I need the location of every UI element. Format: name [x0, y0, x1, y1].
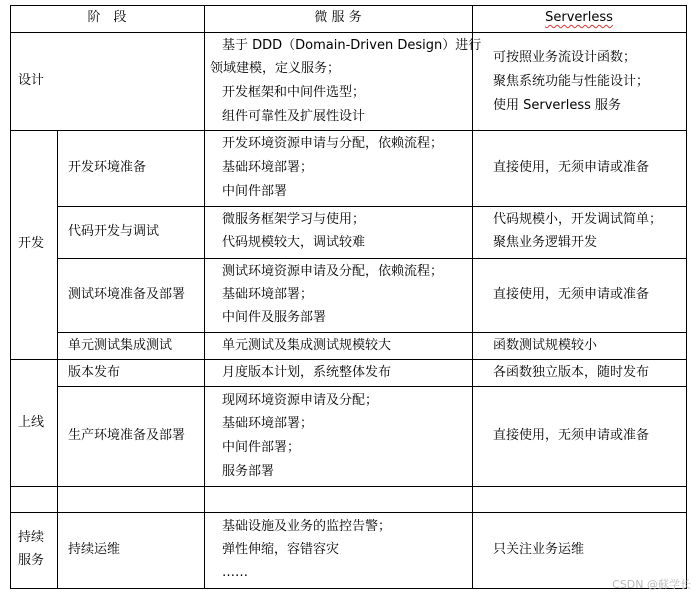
ops-micro-2: 弹性伸缩，容错容灾: [222, 542, 340, 557]
dev-code-micro-2: 代码规模较大，调试较难: [222, 235, 366, 250]
design-serverless-line-2: 聚焦系统功能与性能设计；: [493, 74, 650, 89]
dev-code-micro-1: 微服务框架学习与使用；: [222, 212, 366, 227]
rule-serverless: [472, 5, 473, 589]
header-serverless: [472, 7, 686, 29]
rule-micro: [204, 5, 205, 589]
dev-env-micro-2: 基础环境部署；: [222, 160, 314, 175]
rule-right: [686, 5, 687, 589]
rule-dev-1: [57, 206, 687, 207]
launch-sub-release: 版本发布: [68, 365, 121, 380]
dev-sub-code: 代码开发与调试: [68, 224, 160, 239]
dev-test-micro-1: 测试环境资源申请及分配，依赖流程；: [222, 264, 444, 279]
launch-release-serverless: 各函数独立版本，随时发布: [493, 365, 650, 380]
rule-bottom: [10, 588, 687, 589]
dev-env-serverless: 直接使用，无须申请或准备: [493, 160, 650, 175]
ops-sub: 持续运维: [68, 542, 121, 557]
rule-dev-end: [10, 359, 687, 360]
dev-unit-serverless: 函数测试规模较小: [493, 338, 598, 353]
dev-test-serverless: 直接使用，无须申请或准备: [493, 287, 650, 302]
design-serverless-line-3: 使用 Serverless 服务: [493, 98, 622, 113]
rule-launch-end: [10, 486, 687, 487]
launch-prod-micro-2: 基础环境部署；: [222, 416, 314, 431]
dev-test-micro-3: 中间件及服务部署: [222, 310, 327, 325]
rule-subcol: [57, 130, 58, 589]
rule-design: [10, 130, 687, 131]
ops-micro-1: 基础设施及业务的监控告警；: [222, 519, 392, 534]
dev-code-serverless-2: 聚焦业务逻辑开发: [493, 235, 598, 250]
rule-launch-1: [57, 386, 687, 387]
phase-design: 设计: [18, 73, 45, 88]
design-micro-line-4: 组件可靠性及扩展性设计: [222, 109, 366, 124]
launch-sub-prod-env: 生产环境准备及部署: [68, 428, 186, 443]
rule-left: [10, 5, 11, 589]
dev-env-micro-3: 中间件部署: [222, 184, 288, 199]
header-microservice: 微 服 务: [314, 10, 362, 25]
rule-top: [10, 5, 687, 6]
dev-sub-unit-test: 单元测试集成测试: [68, 338, 173, 353]
rule-dev-2: [57, 258, 687, 259]
launch-prod-micro-4: 服务部署: [222, 464, 275, 479]
design-micro-line-3: 开发框架和中间件选型；: [222, 85, 366, 100]
rule-header: [10, 32, 687, 33]
phase-develop: 开发: [18, 236, 45, 251]
dev-env-micro-1: 开发环境资源申请与分配，依赖流程；: [222, 136, 444, 151]
dev-sub-env-prep: 开发环境准备: [68, 160, 147, 175]
design-serverless-line-1: 可按照业务流设计函数；: [493, 50, 637, 65]
rule-dev-3: [57, 332, 687, 333]
phase-launch: 上线: [18, 415, 45, 430]
dev-test-micro-2: 基础环境部署；: [222, 287, 314, 302]
design-micro-line-2: 领域建模，定义服务；: [210, 61, 341, 76]
launch-prod-serverless: 直接使用，无须申请或准备: [493, 428, 650, 443]
header-serverless-label: Serverless: [545, 10, 613, 25]
dev-sub-test-env: 测试环境准备及部署: [68, 287, 186, 302]
launch-prod-micro-3: 中间件部署；: [222, 440, 301, 455]
dev-code-serverless-1: 代码规模小，开发调试简单；: [493, 212, 663, 227]
dev-unit-micro: 单元测试及集成测试规模较大: [222, 338, 392, 353]
ops-serverless: 只关注业务运维: [493, 542, 585, 557]
ops-micro-3: ……: [222, 565, 248, 580]
phase-ops-line-2: 服务: [18, 553, 45, 568]
watermark: CSDN @蘇学长: [612, 578, 691, 591]
launch-prod-micro-1: 现网环境资源申请及分配；: [222, 393, 379, 408]
rule-empty-end: [10, 512, 687, 513]
phase-ops-line-1: 持续: [18, 530, 45, 545]
header-stage: 阶 段: [87, 10, 127, 25]
design-micro-line-1: 基于 DDD（Domain-Driven Design）进行: [222, 38, 482, 53]
launch-release-micro: 月度版本计划，系统整体发布: [222, 365, 392, 380]
